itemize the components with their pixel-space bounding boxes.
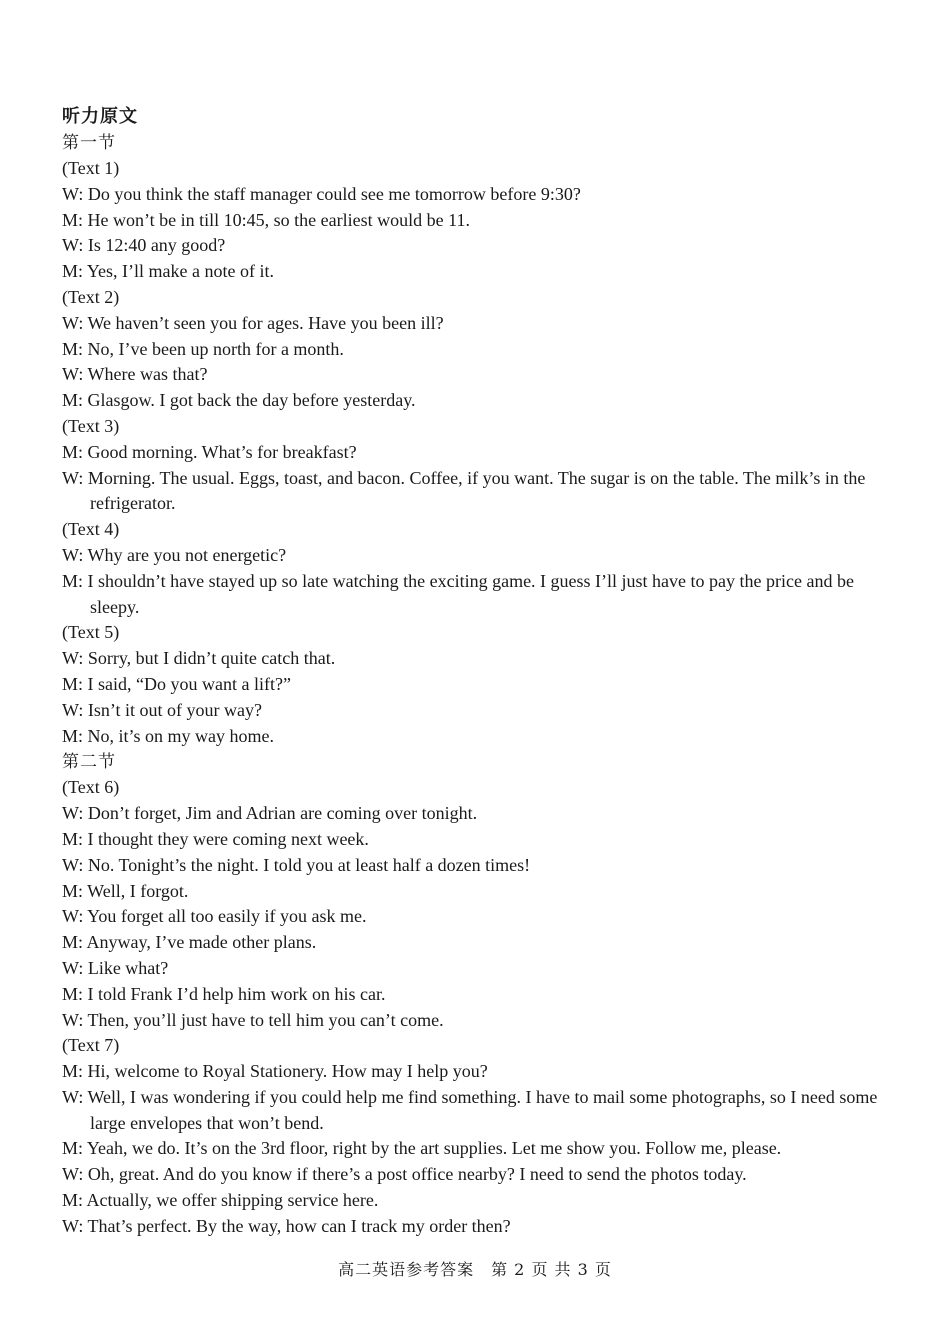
text-label: (Text 4) bbox=[62, 519, 120, 540]
transcript-body bbox=[62, 104, 890, 1240]
dialogue-line: W: Isn’t it out of your way? bbox=[62, 699, 262, 720]
dialogue-line: M: I said, “Do you want a lift?” bbox=[62, 673, 291, 694]
dialogue-line: W: Don’t forget, Jim and Adrian are coming over tonight. bbox=[62, 803, 478, 824]
text-label: (Text 6) bbox=[62, 777, 120, 798]
dialogue-line: M: Hi, welcome to Royal Stationery. How may I help you? bbox=[62, 1061, 488, 1082]
dialogue-line: M: Glasgow. I got back the day before yesterday. bbox=[62, 390, 416, 411]
text-label: (Text 5) bbox=[62, 622, 120, 643]
dialogue-line: M: Well, I forgot. bbox=[62, 880, 189, 901]
dialogue-line: W: Why are you not energetic? bbox=[62, 544, 287, 565]
dialogue-line: M: Yes, I’ll make a note of it. bbox=[62, 261, 274, 282]
dialogue-line: M: Yeah, we do. It’s on the 3rd floor, right by the art supplies. Let me show you. Follow me, please. bbox=[62, 1138, 782, 1159]
dialogue-line: W: Then, you’ll just have to tell him you can’t come. bbox=[62, 1009, 444, 1030]
page-footer: 高二英语参考答案 第 2 页 共 3 页 bbox=[338, 1260, 612, 1279]
dialogue-line: W: You forget all too easily if you ask me. bbox=[62, 906, 367, 927]
dialogue-line: M: No, I’ve been up north for a month. bbox=[62, 338, 344, 359]
section-heading: 第一节 bbox=[62, 133, 116, 153]
dialogue-line: W: Morning. The usual. Eggs, toast, and bacon. Coffee, if you want. The sugar is on the table. The milk’s in the refrigerator. bbox=[62, 467, 866, 514]
page-title: 听力原文 bbox=[62, 106, 138, 127]
dialogue-line: W: Do you think the staff manager could see me tomorrow before 9:30? bbox=[62, 183, 581, 204]
dialogue-line: W: Oh, great. And do you know if there’s a post office nearby? I need to send the photos today. bbox=[62, 1164, 747, 1185]
dialogue-line: M: Actually, we offer shipping service here. bbox=[62, 1190, 379, 1211]
dialogue-line: W: We haven’t seen you for ages. Have you been ill? bbox=[62, 312, 444, 333]
dialogue-line: M: He won’t be in till 10:45, so the earliest would be 11. bbox=[62, 209, 470, 230]
dialogue-line: W: Where was that? bbox=[62, 364, 208, 385]
dialogue-line: M: I shouldn’t have stayed up so late watching the exciting game. I guess I’ll just have to pay the price and be sleepy. bbox=[62, 570, 854, 617]
dialogue-line: M: I thought they were coming next week. bbox=[62, 828, 369, 849]
dialogue-line: M: Good morning. What’s for breakfast? bbox=[62, 441, 357, 462]
dialogue-line: M: No, it’s on my way home. bbox=[62, 725, 274, 746]
text-label: (Text 1) bbox=[62, 158, 120, 178]
text-label: (Text 7) bbox=[62, 1035, 120, 1056]
dialogue-line: M: I told Frank I’d help him work on his car. bbox=[62, 983, 386, 1004]
dialogue-line: W: Sorry, but I didn’t quite catch that. bbox=[62, 648, 336, 669]
dialogue-line: M: Anyway, I’ve made other plans. bbox=[62, 932, 317, 953]
dialogue-line: W: Is 12:40 any good? bbox=[62, 235, 226, 256]
text-label: (Text 3) bbox=[62, 415, 120, 436]
dialogue-line: W: Like what? bbox=[62, 957, 169, 978]
text-label: (Text 2) bbox=[62, 286, 120, 307]
dialogue-line: W: No. Tonight’s the night. I told you at least half a dozen times! bbox=[62, 854, 531, 875]
section-heading: 第二节 bbox=[62, 752, 116, 773]
dialogue-line: W: That’s perfect. By the way, how can I track my order then? bbox=[62, 1215, 511, 1236]
dialogue-line: W: Well, I was wondering if you could help me find something. I have to mail some photographs, so I need some large envelopes that won’t bend. bbox=[62, 1086, 878, 1133]
